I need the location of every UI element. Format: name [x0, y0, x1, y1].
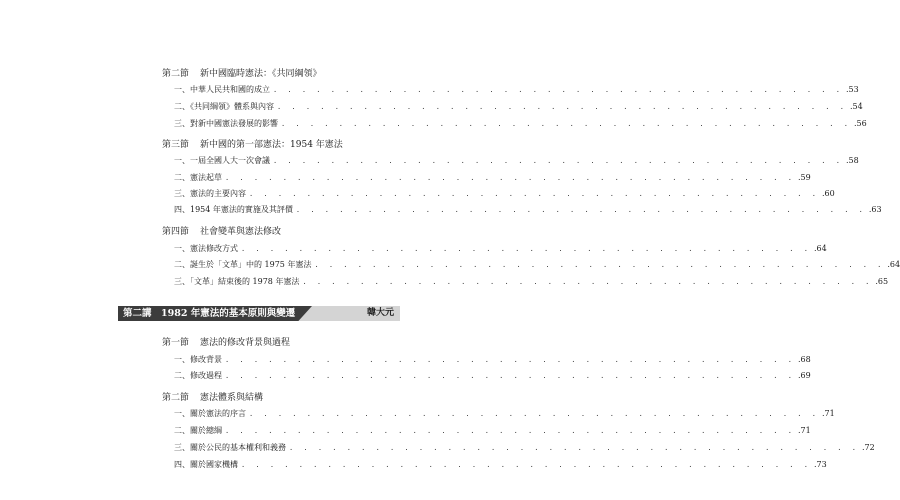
toc-entry-title: 三、「文革」結束後的 1978 年憲法 [174, 277, 300, 286]
section-title: 新中國臨時憲法：《共同綱領》 [200, 69, 322, 79]
toc-entry-page: .59 [797, 173, 811, 182]
section-number: 第四節 [162, 227, 190, 237]
toc-entry[interactable] [174, 84, 859, 96]
leader-dots: . . . . . . . . . . . . . . . . . . . . . . . . . . . . . . . . . . . . . . . . [225, 372, 795, 380]
toc-entry[interactable] [174, 408, 835, 420]
toc-entry[interactable] [174, 188, 835, 200]
toc-entry-page: .73 [813, 460, 827, 469]
leader-dots: . . . . . . . . . . . . . . . . . . . . . . . . . . . . . . . . . . . . . . . . [314, 261, 885, 269]
toc-entry[interactable] [174, 276, 889, 288]
toc-entry[interactable] [174, 243, 827, 255]
section-title: 新中國的第一部憲法：1954 年憲法 [200, 140, 343, 150]
leader-dots: . . . . . . . . . . . . . . . . . . . . . . . . . . . . . . . . . . . . . . . . [281, 120, 851, 128]
leader-dots: . . . . . . . . . . . . . . . . . . . . . . . . . . . . . . . . . . . . . . . . [295, 206, 866, 214]
chapter-banner [118, 306, 400, 321]
toc-entry-page: .53 [845, 85, 859, 94]
toc-entry-title: 二、《共同綱領》體系與內容 [174, 102, 274, 111]
leader-dots: . . . . . . . . . . . . . . . . . . . . . . . . . . . . . . . . . . . . . . . . [241, 461, 811, 469]
toc-entry-page: .72 [861, 443, 875, 452]
toc-entry-title: 一、一屆全國人大一次會議 [174, 156, 270, 165]
toc-entry[interactable] [174, 172, 811, 184]
toc-entry-title: 二、關於總綱 [174, 426, 222, 435]
toc-entry-page: .65 [875, 277, 889, 286]
toc-entry[interactable] [174, 459, 827, 471]
section-title: 社會變革與憲法修改 [200, 227, 282, 237]
toc-entry-title: 四、關於國家機構 [174, 460, 238, 469]
toc-entry-page: .56 [853, 119, 867, 128]
chapter-title: 第二講 1982 年憲法的基本原則與變遷 [123, 308, 296, 319]
leader-dots: . . . . . . . . . . . . . . . . . . . . . . . . . . . . . . . . . . . . . . . . [225, 174, 795, 182]
toc-entry-title: 四、1954 年憲法的實施及其評價 [174, 205, 293, 214]
toc-entry[interactable] [174, 354, 811, 366]
section-number: 第二節 [162, 393, 190, 403]
leader-dots: . . . . . . . . . . . . . . . . . . . . . . . . . . . . . . . . . . . . . . . . [225, 356, 795, 364]
toc-entry-page: .64 [887, 260, 900, 269]
toc-entry[interactable] [174, 155, 859, 167]
section-number: 第一節 [162, 338, 190, 348]
toc-entry-page: .68 [797, 355, 811, 364]
toc-entry-page: .54 [849, 102, 863, 111]
toc-entry-title: 二、憲法起草 [174, 173, 222, 182]
toc-entry-title: 二、修改過程 [174, 371, 222, 380]
toc-entry-page: .69 [797, 371, 811, 380]
toc-entry[interactable] [174, 118, 867, 130]
leader-dots: . . . . . . . . . . . . . . . . . . . . . . . . . . . . . . . . . . . . . . . . [277, 103, 847, 111]
leader-dots: . . . . . . . . . . . . . . . . . . . . . . . . . . . . . . . . . . . . . . . . [302, 278, 873, 286]
toc-entry-title: 一、關於憲法的序言 [174, 409, 246, 418]
toc-entry-page: .60 [821, 189, 835, 198]
leader-dots: . . . . . . . . . . . . . . . . . . . . . . . . . . . . . . . . . . . . . . . . [249, 410, 819, 418]
leader-dots: . . . . . . . . . . . . . . . . . . . . . . . . . . . . . . . . . . . . . . . . [249, 190, 819, 198]
toc-entry[interactable] [174, 259, 900, 271]
toc-entry[interactable] [174, 425, 811, 437]
toc-entry-title: 一、中華人民共和國的成立 [174, 85, 270, 94]
section-number: 第二節 [162, 69, 190, 79]
leader-dots: . . . . . . . . . . . . . . . . . . . . . . . . . . . . . . . . . . . . . . . . [289, 444, 859, 452]
section-heading [162, 337, 290, 349]
section-heading [162, 68, 322, 80]
toc-entry-title: 一、修改背景 [174, 355, 222, 364]
toc-entry-page: .58 [845, 156, 859, 165]
toc-entry[interactable] [174, 370, 811, 382]
toc-entry-title: 三、關於公民的基本權利和義務 [174, 443, 286, 452]
section-heading [162, 139, 343, 151]
leader-dots: . . . . . . . . . . . . . . . . . . . . . . . . . . . . . . . . . . . . . . . . [225, 427, 795, 435]
leader-dots: . . . . . . . . . . . . . . . . . . . . . . . . . . . . . . . . . . . . . . . . [273, 157, 843, 165]
chapter-author: 韓大元 [366, 308, 394, 318]
toc-entry-title: 二、誕生於「文革」中的 1975 年憲法 [174, 260, 312, 269]
toc-entry-title: 一、憲法修改方式 [174, 244, 238, 253]
toc-entry[interactable] [174, 101, 863, 113]
section-title: 憲法的修改背景與過程 [200, 338, 291, 348]
toc-entry-page: .63 [868, 205, 882, 214]
leader-dots: . . . . . . . . . . . . . . . . . . . . . . . . . . . . . . . . . . . . . . . . [241, 245, 811, 253]
section-title: 憲法體系與結構 [200, 393, 264, 403]
toc-entry-title: 三、對新中國憲法發展的影響 [174, 119, 278, 128]
toc-entry[interactable] [174, 204, 882, 216]
section-heading [162, 226, 281, 238]
toc-entry[interactable] [174, 442, 875, 454]
leader-dots: . . . . . . . . . . . . . . . . . . . . . . . . . . . . . . . . . . . . . . . . [273, 86, 843, 94]
toc-entry-page: .71 [821, 409, 835, 418]
toc-entry-page: .71 [797, 426, 811, 435]
toc-entry-page: .64 [813, 244, 827, 253]
toc-entry-title: 三、憲法的主要內容 [174, 189, 246, 198]
section-heading [162, 392, 263, 404]
section-number: 第三節 [162, 140, 190, 150]
